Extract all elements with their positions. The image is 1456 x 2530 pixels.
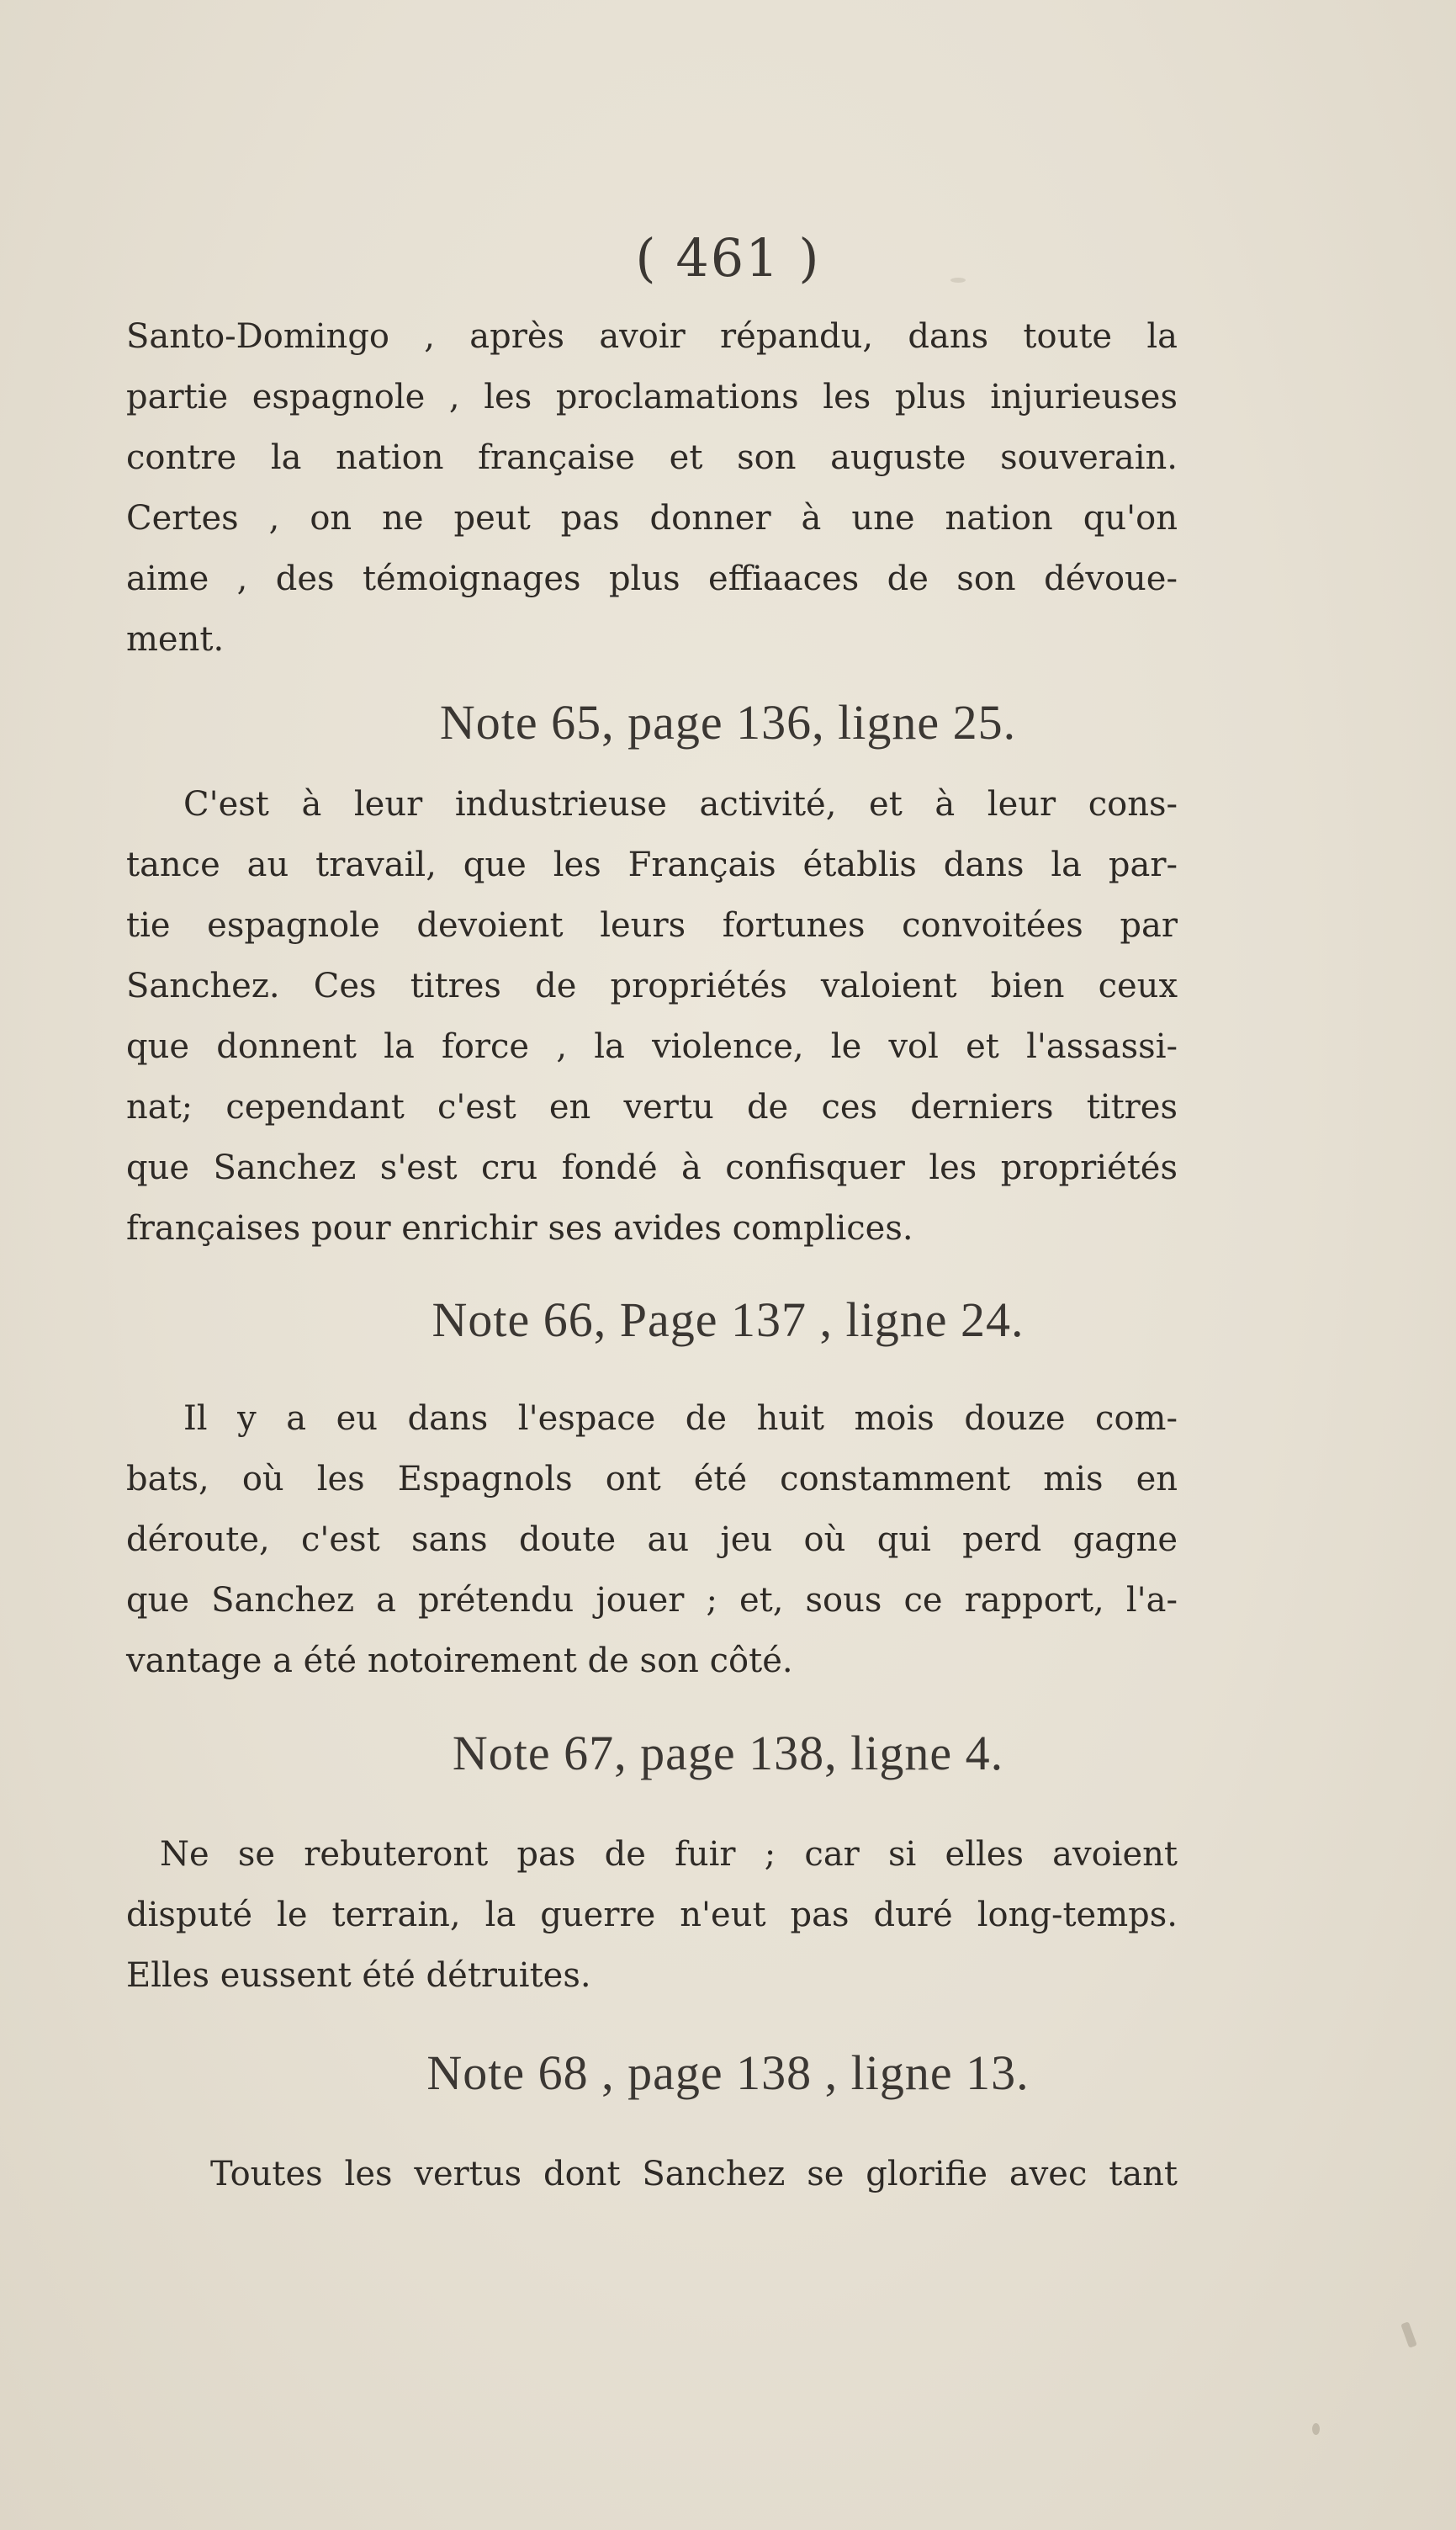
note-heading-67: Note 67, page 138, ligne 4. — [452, 1726, 1004, 1780]
text-line: nat; cependant c'est en vertu de ces derniers titres — [126, 1088, 1178, 1127]
text-line: contre la nation française et son auguste souverain. — [126, 438, 1178, 477]
text-line: vantage a été notoirement de son côté. — [126, 1642, 793, 1680]
paragraph-note-67 — [126, 1824, 1178, 2006]
paragraph-intro — [126, 306, 1178, 670]
text-line: Santo-Domingo , après avoir répandu, dans toute la — [126, 317, 1178, 356]
note-heading-65: Note 65, page 136, ligne 25. — [439, 695, 1017, 750]
paragraph-note-65 — [126, 774, 1178, 1259]
text-line: C'est à leur industrieuse activité, et à leur cons- — [183, 785, 1178, 824]
note-heading-66: Note 66, Page 137 , ligne 24. — [432, 1292, 1024, 1347]
text-line: que Sanchez a prétendu jouer ; et, sous ce rapport, l'a- — [126, 1581, 1178, 1620]
text-line: Elles eussent été détruites. — [126, 1956, 591, 1995]
page-number: ( 461 ) — [635, 227, 821, 289]
text-line: Il y a eu dans l'espace de huit mois douze com- — [183, 1399, 1178, 1438]
text-line: Certes , on ne peut pas donner à une nation qu'on — [126, 499, 1178, 538]
text-line: ment. — [126, 620, 225, 659]
text-line: partie espagnole , les proclamations les plus injurieuses — [126, 378, 1178, 416]
text-line: Toutes les vertus dont Sanchez se glorifie avec tant — [210, 2155, 1178, 2193]
text-line: françaises pour enrichir ses avides complices. — [126, 1209, 913, 1248]
text-line: Sanchez. Ces titres de propriétés valoient bien ceux — [126, 967, 1178, 1005]
paper-blemish — [1400, 2321, 1417, 2348]
note-heading-68: Note 68 , page 138 , ligne 13. — [426, 2045, 1030, 2100]
paragraph-note-68 — [126, 2144, 1178, 2204]
text-line: que Sanchez s'est cru fondé à confisquer les propriétés — [126, 1148, 1178, 1187]
text-line: bats, où les Espagnols ont été constamment mis en — [126, 1460, 1178, 1498]
text-line: déroute, c'est sans doute au jeu où qui perd gagne — [126, 1520, 1178, 1559]
text-line: tie espagnole devoient leurs fortunes convoitées par — [126, 906, 1178, 945]
text-line: tance au travail, que les Français établis dans la par- — [126, 846, 1178, 884]
text-line: Ne se rebuteront pas de fuir ; car si elles avoient — [160, 1835, 1178, 1874]
text-line: aime , des témoignages plus effiaaces de son dévoue- — [126, 560, 1178, 598]
text-line: que donnent la force , la violence, le vol et l'assassi- — [126, 1027, 1178, 1066]
text-line: disputé le terrain, la guerre n'eut pas duré long-temps. — [126, 1896, 1178, 1934]
paper-blemish — [1312, 2423, 1320, 2435]
paper-blemish — [950, 278, 966, 283]
paragraph-note-66 — [126, 1388, 1178, 1691]
